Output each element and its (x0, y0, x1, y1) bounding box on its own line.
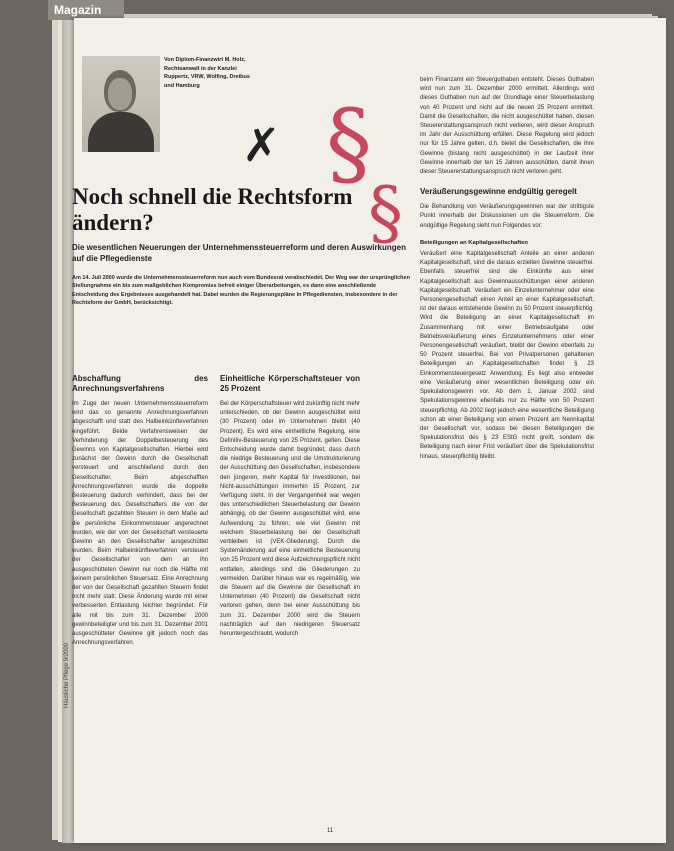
author-photo-face (108, 78, 132, 110)
author-bio: Von Diplom-Finanzwirt M. Holz, Rechtsanwalt in der Kanzlei Ruppertz, VRW, Wolfing, Dreibus und Hamburg (164, 57, 250, 89)
column-1 (72, 374, 208, 829)
page-number: 11 (327, 828, 334, 834)
column-2-body: Bei der Körperschaftsteuer wird zukünftig nicht mehr unterschieden, ob der Gewinn ausgeschüttet wird (30 Prozent) oder im Unternehmen bleibt (40 Prozent). Es wird eine einheitliche Regelung, eine Definitiv-Besteuerung von 25 Prozent, gelten. Diese Entscheidung wurde damit begründet, dass durch die niedrige Besteuerung und die Umstrukturierung der Ausschüttung den Gesellschaften, insbesondere den jüngeren, mehr Kapital für Investitionen, bei Nicht-ausschüttungen immerhin 15 Prozent, zur Verfügung steht. In der Vergangenheit war wegen des unterschiedlichen Steuerbelastung der Gewinn abhängig, ob der Gewinn ausgeschüttet wird, eine Aufwendung zu führen, wie viel Gewinn mit welchem Steuerbelastung bei der Gesellschaft verbleiben ist (VEK-Gliederung). Durch die Systemänderung auf eine einheitliche Besteuerung von 25 Prozent wird diese Aufzeichnungspflicht nicht entfallen, allerdings sind die Gliederungen zu vermeiden. Darüber hinaus war es regelmäßig, wie die Steuern auf die Gewinne der Gesellschaft im Unternehmen (40 Prozent) die Gesellschaft nicht verloren gehen, denn bei einer Ausschüttung bis zum 31. Dezember 2000 wird die Steuern nachträglich auf den niedrigeren Steuersatz heruntergeschraubt, wodurch (220, 401, 360, 638)
author-photo (82, 56, 160, 152)
column-2 (220, 374, 360, 829)
column-1-body: Im Zuge der neuen Unternehmenssteuerreform wird das so genannte Anrechnungsverfahren abgeschafft und statt des Halbeinkünfteverfahren eingeführt. Beide Verfahrensweisen der Verhinderung der Doppelbesteuerung des Gewinns von Kapitalgesellschaften. Hierbei wird zunächst der Gewinn durch die Gesellschaft versteuert und anschließend durch den Gesellschafter. Beim abgeschafften Anrechnungsverfahren wurde die doppelte Besteuerung dadurch verhindert, dass bei der Besteuerung des Gesellschafters die von der Gesellschaft gezahlten Steuern in dem Maße auf die persönliche Einkommensteuer angerechnet wurden, wie der von der Gesellschaft versteuerte Gewinn an den Gesellschafter ausgeschüttet wurden. Beim Halbeinkünfteverfahren versteuert der Gesellschafter von dem an ihn ausgeschütteten Gewinn nur noch die Hälfte mit seinem persönlichen Steuersatz. Eine Anrechnung der von der Gesellschaft gezahlten Steuern findet nicht mehr statt. Diese Änderung wurde mit einer verbesserten Entlastung leichter begründet. Für alle mit bis zum 31. Dezember 2000 gewinnbeteiligter und bis zum 31. Dezember 2001 ausgeschütteter Gewinne gilt jedoch noch das Anrechnungsverfahren. (72, 401, 208, 647)
column-3-subheading: Beteiligungen an Kapitalgesellschaften (420, 239, 528, 246)
column-3-body-2: Veräußert eine Kapitalgesellschaft Anteile an einer anderen Kapitalgesellschaft, sind die daraus erzielten Gewinne steuerfrei. Ebenfalls steuerfrei sind die Einkünfte aus einer Kapitalgesellschaft aus Gewinnausschüttungen einer anderen Kapitalgesellschaft. Veräußert ein Einzelunternehmer oder eine Personengesellschaft einen Anteil an einer Kapitalgesellschaft, ist der daraus entstehende Gewinn zu 50 Prozent steuerpflichtig. Wird die Beteiligung an einer Kapitalgesellschaft im Zusammenhang mit einer Betriebsaufgabe oder Betriebsveräußerung eines Einzelunternehmens oder einer Personengesellschaft veräußert, bleibt der Gewinn ebenfalls zu 50 Prozent steuerfrei. Bei von Privatpersonen gehaltenen Beteiligungen an Kapitalgesellschaften findet § 23 Einkommensteuergesetz Anwendung. Es liegt also entweder eine Veräußerung einer wesentlichen Beteiligung oder ein Spekulationsgewinn vor. Ab dem 1. Januar 2002 sind Spekulationsgewinne ebenfalls nur zu Hälfte von 50 Prozent steuerpflichtig. Ab 2002 liegt jedoch eine wesentliche Beteiligung schon ab einer Beteiligung von einem Prozent am Nennkapital der Gesellschaft vor, sodass bei diesen Beteiligungen die Spekulationsfrist des § 23 EStG nicht greift, sondern die Beteiligung nach einer Frist veräußert über die Spekulationsfrist hinaus, steuerpflichtig bleibt. (420, 251, 594, 460)
column-3-intro: beim Finanzamt ein Steuerguthaben entsteht. Dieses Guthaben wird nun zum 31. Dezember 2000 ermittelt. Allerdings wird dieses Guthaben nun auf der Grundlage einer Steuerbelastung von 40 Prozent und nicht auf die neuen 25 Prozent ermittelt. Damit die Gesellschaften, die nicht ausgeschüttet haben, diesen Steuererstattungsanspruch nicht verlieren, wird dieser Anspruch im Jahr der Ausschüttung erfüllen. Diese Regelung wird jedoch nur für 15 Jahre gelten, d.h. bietet die Gesellschaften, die ihre Gewinne (bislang nicht ausgeschüttet) in der Laufzeit ihrer Gewinne innerhalb der ten 15 Jahren ausschütten, damit ihnen dieser Steuererstattungsanspruch nicht verloren geht. (420, 77, 594, 176)
paragraph-icon: § (368, 172, 403, 254)
article-subtitle: Die wesentlichen Neuerungen der Unternehmenssteuerreform und deren Auswirkungen auf die Pflegedienste (72, 243, 406, 263)
section-tab: Magazin (48, 0, 124, 20)
column-1-heading: Abschaffung des Anrechnungsverfahrens (72, 374, 208, 393)
paragraph-icon: § (326, 90, 372, 197)
article-title: Noch schnell die Rechtsform ändern? (72, 184, 353, 235)
column-2-heading: Einheitliche Körperschaftsteuer von 25 Prozent (220, 374, 360, 393)
article-lead: Am 14. Juli 2000 wurde die Unternehmenssteuerreform nun auch vom Bundesrat verabschiedet. Der Weg war der ursprünglichen Stellungnahme ein bis zum maßgeblichen Kompromiss befreit einiger Überarbeitungen, es dann eine anschließende Entscheidung des Ergebnisses ausgehandelt hat. Dabei wurden die Regierungspläne in Pflegediensten, insbesondere in der Rechtsform der GmbH, berücksichtigt. (72, 275, 410, 307)
column-3-heading: Veräußerungsgewinne endgültig geregelt (420, 187, 577, 197)
column-3 (420, 76, 594, 836)
publication-sidenote: Häusliche Pflege 9/2000 (64, 642, 70, 708)
author-photo-body (88, 112, 154, 152)
column-3-body: Die Behandlung von Veräußerungsgewinnen war der strittigste Punkt innerhalb der Diskussionen um die Steuerreform. Die endgültige Regelung sieht nun Folgendes vor: (420, 204, 594, 229)
cross-mark-icon: ✗ (242, 118, 281, 172)
